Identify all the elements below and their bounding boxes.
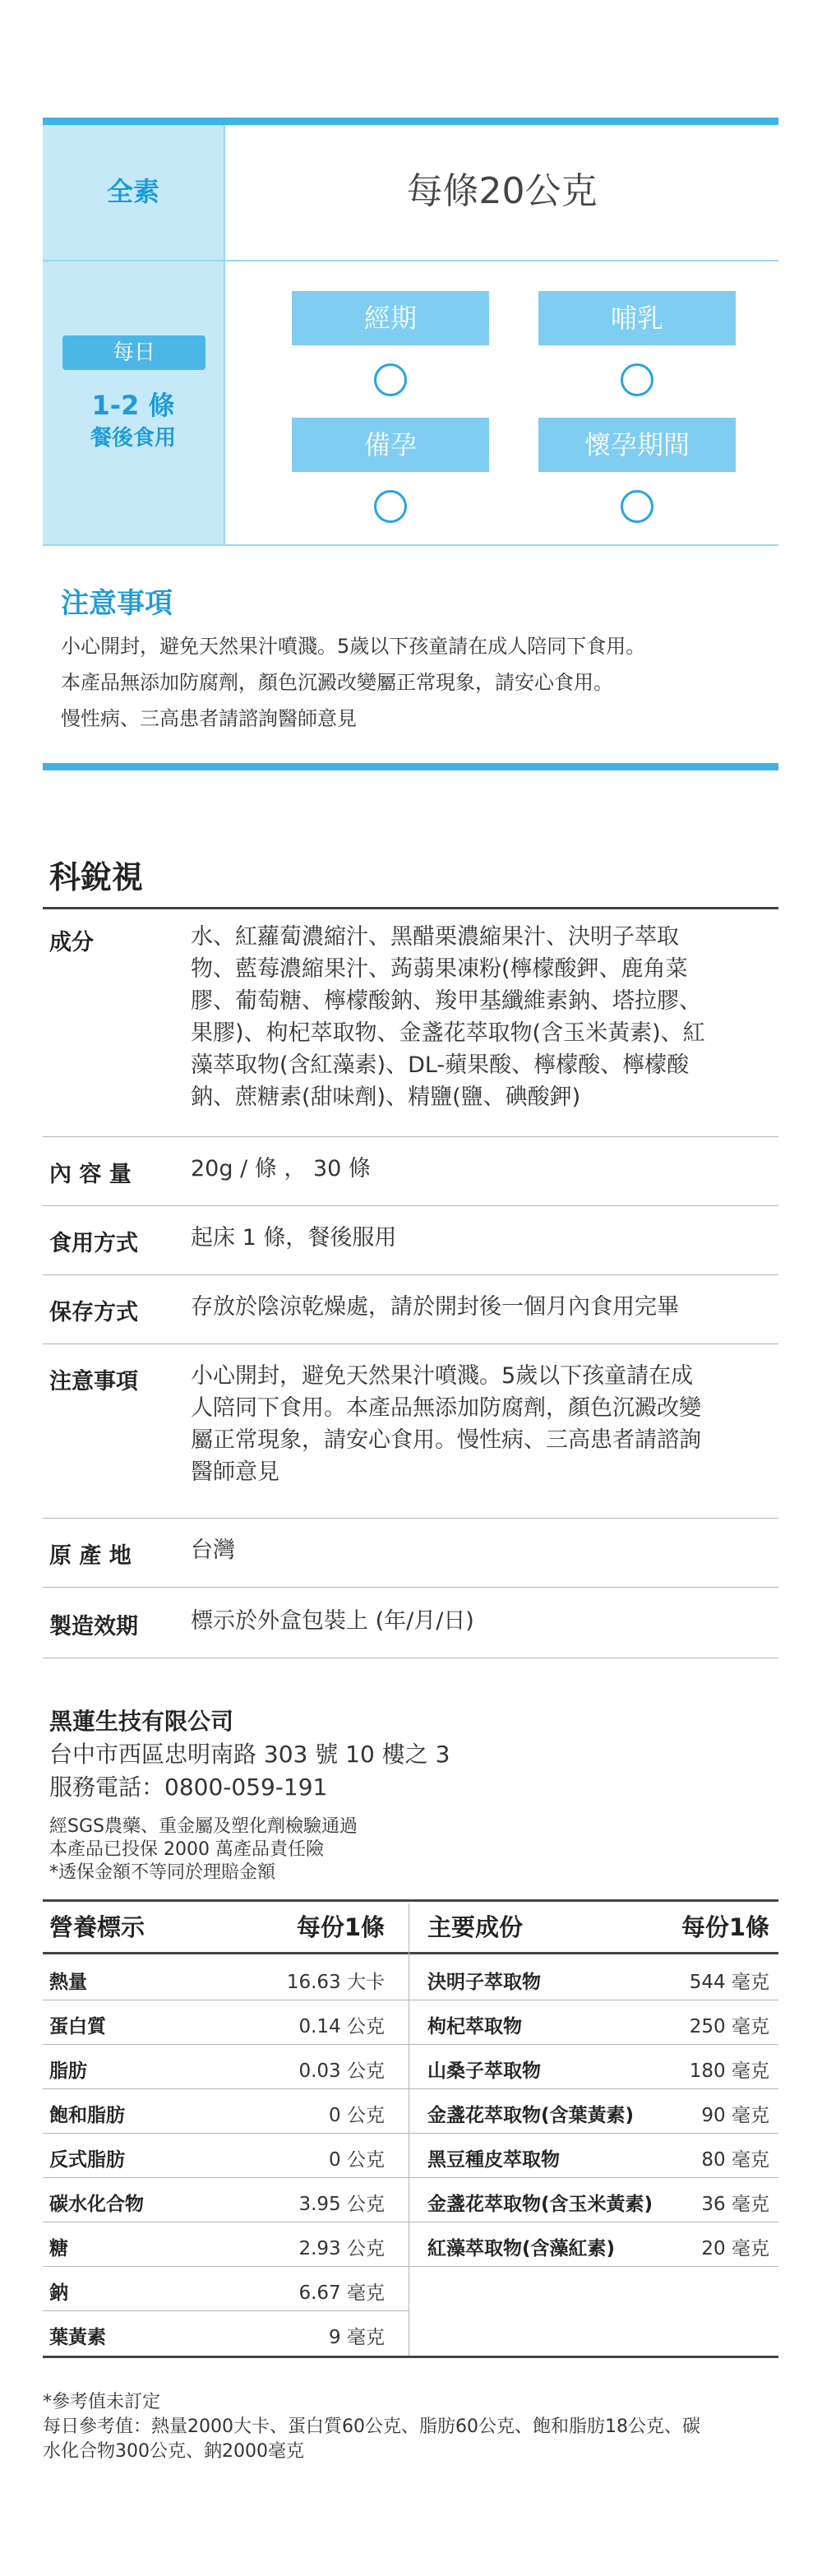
spec-value-ingredients: 水、紅蘿蔔濃縮汁、黑醋栗濃縮果汁、決明子萃取 物、藍莓濃縮果汁、蒟蒻果凍粉(檸檬酸鉀、鹿角菜 膠、葡萄糖、檸檬酸鈉、羧甲基纖維素鈉、塔拉膠、 果膠)、枸杞萃取物、金盞花萃取物(含玉米黃素)、紅 藻萃取物(含紅藻素)、DL-蘋果酸、檸檬酸、檸檬酸 鈉、蔗糖素(甜味劑)、精鹽(鹽、碘酸鉀) xyxy=(191,924,705,1110)
ingredient-row-value: 544 毫克 xyxy=(689,1972,769,1993)
weight-label: 每條20公克 xyxy=(406,170,598,212)
ingredient-row-name: 山桑子萃取物 xyxy=(427,2060,541,2082)
nutrition-row-value: 9 毫克 xyxy=(329,2327,385,2348)
spec-label-caution: 注意事項 xyxy=(49,1369,138,1394)
condition-menstruation: 經期 xyxy=(292,291,489,345)
caution-title: 注意事項 xyxy=(61,587,173,620)
spec-label-storage: 保存方式 xyxy=(49,1300,138,1325)
spec-divider xyxy=(43,1343,778,1344)
caution-line: 小心開封，避免天然果汁噴濺。5歲以下孩童請在成人陪同下食用。 xyxy=(61,635,646,658)
ingredient-row-name: 金盞花萃取物(含葉黃素) xyxy=(427,2105,635,2126)
spec-value-expiry: 標示於外盒包裝上 (年/月/日) xyxy=(191,1608,474,1634)
company-note: 經SGS農藥、重金屬及塑化劑檢驗通過 xyxy=(49,1816,358,1837)
row-divider xyxy=(43,2310,409,2311)
nutrition-top-rule xyxy=(43,1899,778,1902)
nutrition-row-name: 碳水化合物 xyxy=(49,2194,144,2215)
nutrition-title: 營養標示 xyxy=(49,1913,145,1941)
nutrition-row-name: 脂肪 xyxy=(49,2060,87,2082)
circle-icon xyxy=(621,363,653,396)
nutrition-row-name: 鈉 xyxy=(49,2282,68,2304)
ingredient-row-value: 250 毫克 xyxy=(689,2016,769,2037)
usage-box xyxy=(43,125,778,546)
ingredient-row-value: 20 毫克 xyxy=(701,2238,769,2259)
nutrition-row-value: 6.67 毫克 xyxy=(298,2282,385,2304)
nutrition-row-value: 3.95 公克 xyxy=(298,2194,385,2215)
nutrition-row-value: 0.14 公克 xyxy=(298,2016,385,2037)
nutrition-row-name: 蛋白質 xyxy=(49,2016,106,2037)
condition-preparing-pregnancy: 備孕 xyxy=(292,418,489,472)
timing-label: 餐後食用 xyxy=(90,426,176,451)
company-name: 黑蓮生技有限公司 xyxy=(49,1708,234,1735)
nutrition-header-rule xyxy=(43,1952,778,1954)
ingredient-row-value: 90 毫克 xyxy=(701,2105,769,2126)
spec-label-origin: 原 產 地 xyxy=(49,1543,132,1569)
circle-icon xyxy=(374,490,407,523)
nutrition-row-name: 反式脂肪 xyxy=(49,2149,125,2171)
ingredient-row-value: 80 毫克 xyxy=(701,2149,769,2171)
usage-bottom-line xyxy=(43,544,778,546)
spec-divider xyxy=(43,1587,778,1588)
spec-value-storage: 存放於陰涼乾燥處，請於開封後一個月內食用完畢 xyxy=(191,1294,679,1320)
nutrition-per-label: 每份1條 xyxy=(296,1913,385,1941)
dose-label: 1-2 條 xyxy=(91,390,175,421)
condition-breastfeeding: 哺乳 xyxy=(538,291,736,345)
caution-bottom-bar xyxy=(43,763,778,770)
spec-divider xyxy=(43,1136,778,1137)
nutrition-row-value: 16.63 大卡 xyxy=(286,1972,385,1993)
nutrition-row-value: 0 公克 xyxy=(329,2149,385,2171)
company-address: 台中市西區忠明南路 303 號 10 樓之 3 xyxy=(49,1741,450,1768)
nutrition-row-name: 葉黃素 xyxy=(49,2327,106,2348)
row-divider xyxy=(43,2044,409,2045)
nutrition-row-name: 熱量 xyxy=(49,1972,87,1993)
row-divider xyxy=(43,2177,409,2178)
row-divider xyxy=(409,2088,778,2089)
caution-line: 慢性病、三高患者請諮詢醫師意見 xyxy=(61,707,357,730)
spec-value-usage: 起床 1 條，餐後服用 xyxy=(191,1225,397,1251)
row-divider xyxy=(43,2133,409,2134)
spec-label-content: 內 容 量 xyxy=(49,1162,132,1187)
ingredient-row-name: 紅藻萃取物(含藻紅素) xyxy=(427,2238,616,2259)
nutrition-row-value: 0.03 公克 xyxy=(298,2060,385,2082)
row-divider xyxy=(43,2088,409,2089)
row-divider xyxy=(409,2266,778,2267)
ingredient-row-value: 180 毫克 xyxy=(689,2060,769,2082)
condition-pregnancy: 懷孕期間 xyxy=(538,418,736,472)
spec-table-top-rule xyxy=(43,907,778,909)
nutrition-row-value: 2.93 公克 xyxy=(298,2238,385,2259)
nutrition-row-value: 0 公克 xyxy=(329,2105,385,2126)
nutrition-row-name: 飽和脂肪 xyxy=(49,2105,125,2126)
spec-label-usage: 食用方式 xyxy=(49,1231,138,1256)
row-divider xyxy=(409,2133,778,2134)
daily-badge: 每日 xyxy=(62,335,206,370)
spec-label-ingredients: 成分 xyxy=(49,930,94,955)
company-phone: 服務電話：0800-059-191 xyxy=(49,1774,328,1801)
footer-note: 水化合物300公克、鈉2000毫克 xyxy=(43,2441,304,2462)
vegetarian-label: 全素 xyxy=(106,176,159,207)
spec-value-origin: 台灣 xyxy=(191,1538,235,1563)
company-note: *透保金額不等同於理賠金額 xyxy=(49,1862,276,1883)
spec-divider xyxy=(43,1205,778,1206)
footer-note: 每日參考值：熱量2000大卡、蛋白質60公克、脂肪60公克、飽和脂肪18公克、碳 xyxy=(43,2416,700,2437)
ingredient-row-name: 決明子萃取物 xyxy=(427,1972,541,1993)
product-name: 科銳視 xyxy=(49,859,144,895)
spec-value-content: 20g / 條 ， 30 條 xyxy=(191,1156,371,1182)
spec-value-caution: 小心開封，避免天然果汁噴濺。5歲以下孩童請在成 人陪同下食用。本產品無添加防腐劑，顏色沉澱改變 屬正常現象，請安心食用。慢性病、三高患者請諮詢 醫師意見 xyxy=(191,1363,701,1485)
ingredients-title: 主要成份 xyxy=(427,1913,524,1941)
ingredient-row-name: 枸杞萃取物 xyxy=(427,2016,522,2037)
nutrition-row-name: 糖 xyxy=(49,2238,68,2259)
caution-line: 本產品無添加防腐劑，顏色沉澱改變屬正常現象，請安心食用。 xyxy=(61,671,613,694)
footer-note: *參考值未訂定 xyxy=(43,2392,161,2412)
ingredient-row-value: 36 毫克 xyxy=(701,2194,769,2215)
top-accent-bar xyxy=(43,118,778,125)
spec-divider xyxy=(43,1274,778,1275)
ingredient-row-name: 黑豆種皮萃取物 xyxy=(427,2149,560,2171)
circle-icon xyxy=(621,490,653,523)
spec-divider xyxy=(43,1518,778,1519)
circle-icon xyxy=(374,363,407,396)
row-divider xyxy=(409,2177,778,2178)
nutrition-bottom-rule xyxy=(43,2356,778,2358)
usage-horizontal-divider xyxy=(43,260,778,261)
ingredient-row-name: 金盞花萃取物(含玉米黃素) xyxy=(427,2194,653,2215)
row-divider xyxy=(409,2044,778,2045)
ingredients-per-label: 每份1條 xyxy=(681,1913,769,1941)
spec-label-expiry: 製造效期 xyxy=(49,1614,138,1639)
row-divider xyxy=(43,2266,409,2267)
company-note: 本產品已投保 2000 萬產品責任險 xyxy=(49,1839,324,1860)
